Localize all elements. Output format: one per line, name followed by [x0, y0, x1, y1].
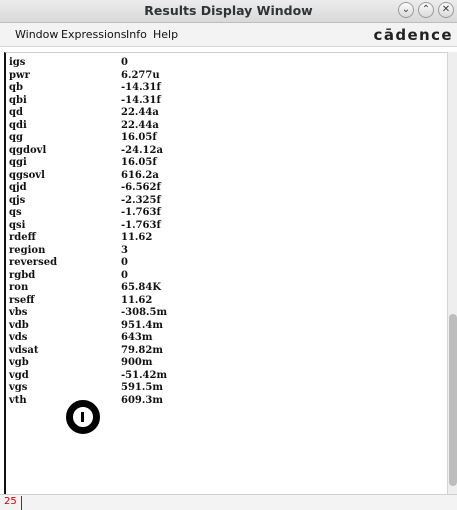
result-row: [9, 145, 429, 158]
busy-cursor-icon: [66, 400, 100, 434]
result-row: [9, 345, 429, 358]
result-value: 22.44a: [121, 107, 159, 118]
result-name: vgs: [9, 382, 28, 393]
result-value: 16.05f: [121, 157, 157, 168]
result-name: qjd: [9, 182, 27, 193]
result-name: qgdovl: [9, 144, 47, 156]
result-name: region: [9, 244, 46, 256]
result-row: [9, 270, 429, 283]
result-value: -308.5m: [121, 307, 168, 318]
cadence-logo: cādence: [373, 26, 453, 44]
result-value: 3: [121, 244, 128, 256]
result-value: 591.5m: [121, 382, 163, 393]
result-value: -1.763f: [121, 219, 161, 231]
results-list: [9, 57, 429, 407]
maximize-button[interactable]: [418, 2, 434, 18]
result-row: [9, 120, 429, 133]
menu-window[interactable]: Window: [15, 28, 59, 41]
result-row: [9, 295, 429, 308]
status-bar: [0, 494, 457, 510]
result-name: qgi: [9, 157, 27, 168]
result-value: -2.325f: [121, 194, 161, 206]
result-name: qd: [9, 107, 23, 118]
result-row: [9, 357, 429, 370]
result-name: rgbd: [9, 269, 36, 281]
result-row: [9, 57, 429, 70]
result-value: -14.31f: [121, 82, 161, 93]
result-value: 65.84K: [121, 282, 162, 293]
result-name: vgd: [9, 369, 29, 381]
result-value: 79.82m: [121, 344, 163, 356]
result-row: [9, 232, 429, 245]
result-value: 900m: [121, 357, 153, 368]
result-value: 11.62: [121, 232, 153, 243]
result-row: [9, 170, 429, 183]
result-row: [9, 70, 429, 83]
result-name: vth: [9, 394, 27, 406]
result-row: [9, 245, 429, 258]
result-value: 616.2a: [121, 169, 159, 181]
result-row: [9, 195, 429, 208]
result-value: -14.31f: [121, 94, 161, 106]
result-row: [9, 157, 429, 170]
result-name: vds: [9, 332, 28, 343]
result-row: [9, 332, 429, 345]
result-value: 609.3m: [121, 394, 163, 406]
window-title: Results Display Window: [144, 3, 313, 18]
status-divider: [21, 496, 22, 510]
result-name: qsi: [9, 219, 26, 231]
result-row: [9, 95, 429, 108]
result-name: vdsat: [9, 344, 39, 356]
vertical-scrollbar[interactable]: [447, 52, 457, 494]
close-button[interactable]: [438, 2, 454, 18]
result-name: qs: [9, 207, 22, 218]
result-row: [9, 257, 429, 270]
menu-bar: [0, 23, 457, 47]
result-row: [9, 82, 429, 95]
result-row: [9, 220, 429, 233]
result-value: -51.42m: [121, 369, 168, 381]
result-value: 951.4m: [121, 319, 163, 331]
result-row: [9, 370, 429, 383]
result-value: 11.62: [121, 294, 153, 306]
result-value: -24.12a: [121, 144, 163, 156]
title-bar[interactable]: [0, 0, 457, 23]
minimize-button[interactable]: [398, 2, 414, 18]
result-name: pwr: [9, 69, 30, 81]
chevron-down-icon: ⌄: [401, 4, 411, 15]
result-row: [9, 107, 429, 120]
result-name: rdeff: [9, 232, 36, 243]
result-value: 16.05f: [121, 132, 157, 143]
result-name: qg: [9, 132, 23, 143]
result-value: -6.562f: [121, 182, 161, 193]
result-name: igs: [9, 57, 26, 68]
result-name: vgb: [9, 357, 29, 368]
result-value: 0: [121, 57, 128, 68]
result-value: 0: [121, 269, 128, 281]
result-name: qgsovl: [9, 169, 45, 181]
result-name: rseff: [9, 294, 35, 306]
menu-expressions[interactable]: Expressions: [61, 28, 127, 41]
result-value: 22.44a: [121, 119, 159, 131]
menu-info[interactable]: Info: [126, 28, 147, 41]
status-count: 25: [4, 496, 17, 507]
result-value: 643m: [121, 332, 153, 343]
result-row: [9, 307, 429, 320]
result-value: -1.763f: [121, 207, 161, 218]
result-name: reversed: [9, 257, 58, 268]
scrollbar-thumb[interactable]: [449, 314, 457, 486]
chevron-up-icon: ⌃: [421, 4, 431, 15]
menu-help[interactable]: Help: [153, 28, 179, 41]
result-row: [9, 282, 429, 295]
result-name: qdi: [9, 119, 27, 131]
result-row: [9, 182, 429, 195]
result-name: ron: [9, 282, 29, 293]
result-row: [9, 132, 429, 145]
result-name: qb: [9, 82, 23, 93]
result-value: 0: [121, 257, 128, 268]
result-name: vdb: [9, 319, 29, 331]
close-icon: ✕: [441, 4, 451, 15]
result-row: [9, 207, 429, 220]
result-name: qbi: [9, 94, 27, 106]
result-value: 6.277u: [121, 69, 160, 81]
result-name: vbs: [9, 307, 28, 318]
result-row: [9, 382, 429, 395]
result-name: qjs: [9, 194, 26, 206]
result-row: [9, 320, 429, 333]
